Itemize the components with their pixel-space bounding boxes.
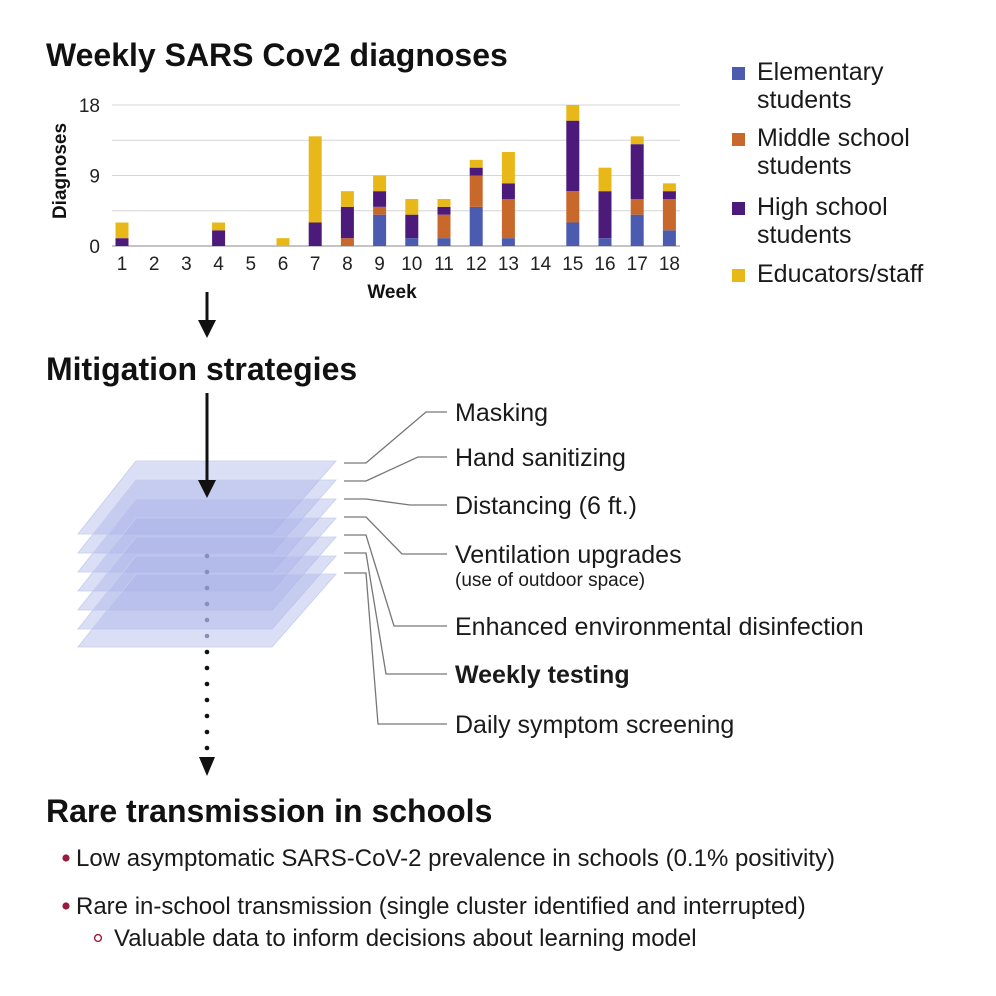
path-dot <box>205 618 210 623</box>
path-dot <box>205 730 210 735</box>
bar-segment <box>631 144 644 199</box>
bullet-dot <box>62 902 69 909</box>
bullet-item <box>62 893 805 952</box>
bar-segment <box>373 191 386 207</box>
legend-label-line2: students <box>757 152 852 180</box>
path-dot <box>205 698 210 703</box>
strategy-label: Weekly testing <box>455 661 630 689</box>
x-tick-label: 3 <box>181 254 192 275</box>
legend-item <box>732 58 884 114</box>
legend-swatch <box>732 133 745 146</box>
x-tick-label: 5 <box>245 254 257 275</box>
bar-segment <box>405 199 418 215</box>
bar-segment <box>341 238 354 246</box>
x-tick-label: 6 <box>277 254 289 275</box>
bar-segment <box>631 215 644 246</box>
bar-segment <box>663 183 676 191</box>
bar-segment <box>212 230 225 246</box>
strategy-label: Hand sanitizing <box>455 444 626 472</box>
bar-segment <box>663 191 676 199</box>
bar-segment <box>631 199 644 215</box>
strategy-label: Daily symptom screening <box>455 711 735 739</box>
legend-item <box>732 260 923 288</box>
leader-line <box>344 553 447 674</box>
bar-segment <box>566 191 579 222</box>
leader-line <box>344 573 447 724</box>
bar-segment <box>470 207 483 246</box>
bar-segment <box>470 160 483 168</box>
bar-segment <box>663 230 676 246</box>
strategy-sublabel: (use of outdoor space) <box>455 570 646 591</box>
x-tick-label: 18 <box>658 254 680 275</box>
x-tick-label: 1 <box>116 254 128 275</box>
x-tick-label: 13 <box>497 254 519 275</box>
bar-segment <box>631 136 644 144</box>
bullet-item <box>62 845 835 872</box>
path-dot <box>205 634 210 639</box>
bar-segment <box>566 105 579 121</box>
bar-segment <box>116 223 129 239</box>
bar-segment <box>663 199 676 230</box>
path-dot <box>205 666 210 671</box>
path-dot <box>205 602 210 607</box>
bullet-text: Rare in-school transmission (single cluster identified and interrupted) <box>76 893 806 920</box>
leader-line <box>344 535 447 626</box>
x-tick-label: 10 <box>401 254 423 275</box>
bar-segment <box>599 191 612 238</box>
bar-segment <box>502 199 515 238</box>
mitigation-title: Mitigation strategies <box>46 351 358 387</box>
x-tick-label: 17 <box>626 254 648 275</box>
x-tick-label: 16 <box>594 254 616 275</box>
bar-segment <box>470 168 483 176</box>
y-axis-title: Diagnoses <box>50 122 71 220</box>
x-tick-label: 2 <box>148 254 160 275</box>
bar-segment <box>599 168 612 192</box>
legend-label: Middle school <box>757 124 910 152</box>
x-tick-label: 8 <box>342 254 353 275</box>
leader-line <box>344 499 447 505</box>
bar-segment <box>116 238 129 246</box>
bar-segment <box>373 207 386 215</box>
legend-label: Elementary <box>757 58 884 86</box>
bar-segment <box>405 238 418 246</box>
y-tick-label: 0 <box>89 237 100 258</box>
leader-line <box>344 457 447 481</box>
leader-line <box>344 412 447 463</box>
bar-segment <box>566 223 579 247</box>
legend-item <box>732 124 910 180</box>
x-tick-label: 14 <box>530 254 552 275</box>
legend-label: High school <box>757 193 888 221</box>
legend-swatch <box>732 202 745 215</box>
strategy-label: Distancing (6 ft.) <box>455 492 638 520</box>
x-tick-label: 9 <box>374 254 385 275</box>
outcome-title: Rare transmission in schools <box>46 793 493 829</box>
legend-swatch <box>732 269 745 282</box>
bar-segment <box>277 238 290 246</box>
bar-segment <box>405 215 418 239</box>
path-dot <box>205 746 210 751</box>
bullet-dot <box>62 854 69 861</box>
strategy-label: Ventilation upgrades <box>455 541 682 569</box>
bar-segment <box>566 121 579 191</box>
x-tick-label: 4 <box>213 254 224 275</box>
bar-segment <box>341 191 354 207</box>
bar-segment <box>502 238 515 246</box>
bullet-text: Low asymptomatic SARS-CoV-2 prevalence in schools (0.1% positivity) <box>76 845 835 872</box>
chart-legend <box>732 58 923 288</box>
legend-label: Educators/staff <box>757 260 924 288</box>
y-tick-label: 18 <box>78 96 100 117</box>
x-tick-label: 11 <box>434 254 454 275</box>
strategy-list <box>455 399 864 739</box>
outcome-bullets <box>62 845 835 952</box>
bar-segment <box>502 152 515 183</box>
legend-label-line2: students <box>757 221 852 249</box>
legend-item <box>732 193 888 249</box>
arrow-down-icon <box>198 292 216 338</box>
path-dot <box>205 650 210 655</box>
strategy-leaders <box>344 412 447 724</box>
x-tick-label: 7 <box>309 254 321 275</box>
strategy-label: Masking <box>455 399 549 427</box>
bar-segment <box>502 183 515 199</box>
bar-chart <box>50 96 680 303</box>
bar-segment <box>341 207 354 238</box>
legend-swatch <box>732 67 745 80</box>
bar-segment <box>599 238 612 246</box>
bar-segment <box>470 176 483 207</box>
bar-segment <box>212 223 225 231</box>
bar-segment <box>438 207 451 215</box>
bar-segment <box>438 199 451 207</box>
arrow-down-outcome-icon <box>199 757 215 776</box>
path-dot <box>205 714 210 719</box>
bar-segment <box>373 176 386 192</box>
strategy-label: Enhanced environmental disinfection <box>455 613 864 641</box>
arrow-through-layers-icon <box>198 393 216 498</box>
bar-segment <box>438 238 451 246</box>
path-dot <box>205 682 210 687</box>
bar-segment <box>309 223 322 247</box>
path-dot <box>205 586 210 591</box>
chart-title: Weekly SARS Cov2 diagnoses <box>46 37 508 73</box>
sub-bullet-text: Valuable data to inform decisions about learning model <box>114 925 697 952</box>
path-dot <box>205 554 210 559</box>
sub-bullet-dot <box>95 935 102 942</box>
x-tick-label: 15 <box>562 254 584 275</box>
path-dot <box>205 570 210 575</box>
x-axis-title: Week <box>367 282 417 303</box>
bar-segment <box>309 136 322 222</box>
x-tick-label: 12 <box>465 254 487 275</box>
y-tick-label: 9 <box>89 166 100 188</box>
bar-segment <box>373 215 386 246</box>
legend-label-line2: students <box>757 86 852 114</box>
bar-segment <box>438 215 451 239</box>
